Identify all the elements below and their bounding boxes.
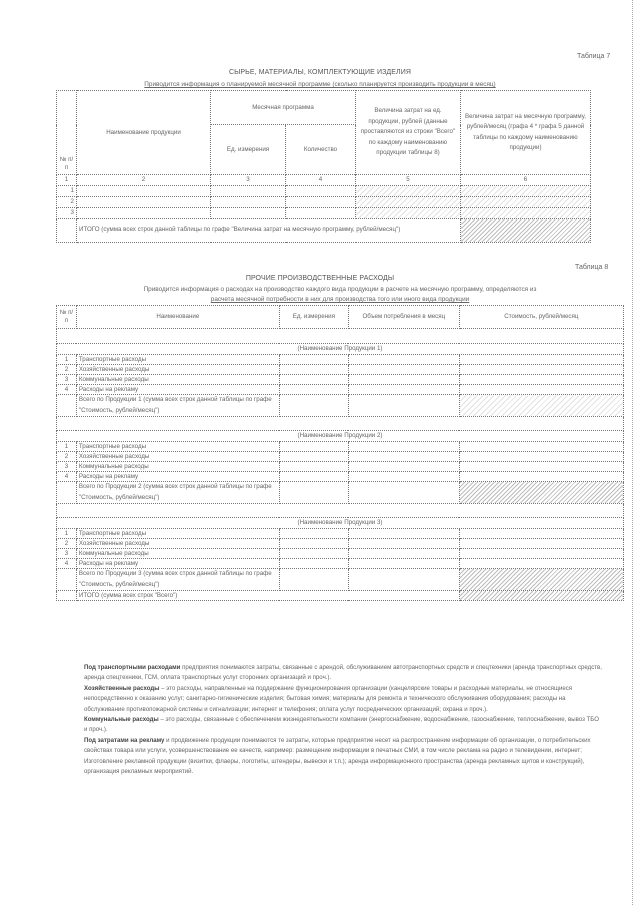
qty-cell[interactable] [286, 208, 356, 219]
table-row [57, 549, 624, 559]
product-name-cell[interactable] [77, 208, 211, 219]
group-title: (Наименование Продукции 1) [57, 344, 624, 355]
table-row [57, 365, 624, 375]
table7-colnum-6: 6 [461, 175, 591, 186]
unit-cell[interactable] [279, 365, 348, 375]
note-household [84, 684, 604, 715]
volume-cell[interactable] [348, 375, 459, 385]
table-row [57, 452, 624, 462]
note-transport [84, 663, 604, 684]
table7-title: СЫРЬЕ, МАТЕРИАЛЫ, КОМПЛЕКТУЮЩИЕ ИЗДЕЛИЯ [228, 69, 412, 76]
table-row [57, 442, 624, 452]
volume-cell[interactable] [348, 549, 459, 559]
cost-cell[interactable] [459, 462, 623, 472]
group-total-value [459, 395, 623, 417]
row-number: 3 [57, 208, 77, 219]
unit-cost-cell [356, 197, 461, 208]
unit-cell[interactable] [279, 355, 348, 365]
cost-cell[interactable] [459, 442, 623, 452]
table7-colnum-5: 5 [356, 175, 461, 186]
table7-colnum-2: 2 [77, 175, 211, 186]
note-advertising [84, 736, 604, 778]
cost-cell[interactable] [459, 529, 623, 539]
table7-header-num: № п/п [57, 91, 77, 175]
row-number: 2 [57, 452, 77, 462]
group-total-value [459, 569, 623, 591]
total-spacer [57, 591, 77, 601]
cost-cell[interactable] [459, 385, 623, 395]
table-row [57, 529, 624, 539]
volume-cell[interactable] [348, 452, 459, 462]
cost-cell[interactable] [459, 355, 623, 365]
expense-name: Хозяйственные расходы [76, 539, 279, 549]
unit-cell[interactable] [279, 442, 348, 452]
unit-cell[interactable] [279, 559, 348, 569]
group-spacer [57, 329, 624, 344]
expense-name: Транспортные расходы [76, 442, 279, 452]
total-spacer [57, 395, 77, 417]
table8-header-unit: Ед. измерения [279, 306, 348, 329]
group-total-label: Всего по Продукции 2 (сумма всех строк данной таблицы по графе "Стоимость, рублей/месяц") [76, 482, 279, 504]
table8-header-num: № п/п [57, 306, 77, 329]
volume-cell [348, 569, 459, 591]
expense-name: Расходы на рекламу [76, 559, 279, 569]
expense-name: Расходы на рекламу [76, 385, 279, 395]
group-total-value [459, 482, 623, 504]
total-spacer [57, 219, 77, 243]
expense-name: Коммунальные расходы [76, 462, 279, 472]
row-number: 3 [57, 549, 77, 559]
unit-cell[interactable] [279, 375, 348, 385]
group-title: (Наименование Продукции 2) [57, 431, 624, 442]
volume-cell[interactable] [348, 539, 459, 549]
row-number: 2 [57, 197, 77, 208]
table-row [57, 472, 624, 482]
table7-colnum-4: 4 [286, 175, 356, 186]
unit-cell[interactable] [211, 208, 286, 219]
unit-cell [279, 482, 348, 504]
row-number: 1 [57, 442, 77, 452]
cost-cell[interactable] [459, 375, 623, 385]
cost-cell[interactable] [459, 539, 623, 549]
volume-cell[interactable] [348, 462, 459, 472]
unit-cell[interactable] [279, 452, 348, 462]
product-name-cell[interactable] [77, 197, 211, 208]
row-number: 2 [57, 365, 77, 375]
unit-cost-cell [356, 208, 461, 219]
volume-cell[interactable] [348, 442, 459, 452]
row-number: 3 [57, 375, 77, 385]
row-number: 4 [57, 559, 77, 569]
note-utilities [84, 715, 604, 736]
group-title: (Наименование Продукции 3) [57, 518, 624, 529]
volume-cell[interactable] [348, 559, 459, 569]
expense-name: Коммунальные расходы [76, 375, 279, 385]
monthly-cost-cell [461, 186, 591, 197]
table7-colnum-1: 1 [57, 175, 77, 186]
total-spacer [57, 569, 77, 591]
volume-cell[interactable] [348, 365, 459, 375]
note-term: Хозяйственные расходы [84, 684, 160, 692]
table-row [57, 559, 624, 569]
volume-cell[interactable] [348, 385, 459, 395]
unit-cell[interactable] [279, 539, 348, 549]
definitions-notes [84, 663, 604, 777]
table-row [57, 197, 591, 208]
table-row [57, 208, 591, 219]
unit-cell[interactable] [279, 385, 348, 395]
row-number: 1 [57, 355, 77, 365]
expense-name: Расходы на рекламу [76, 472, 279, 482]
note-text: – это расходы, направленные на поддержание функционирования организации (канцелярские товары и расходные материалы, не относящиеся непосредственно к оказанию услуг; санитарно-гигиенические изделия; бытовая химия; материалы для ремонта и технического обслуживания оборудования; расходы на обслуживание противопожарной системы и сигнализации; интернет и телефония; оплата услуг посреднических организаций; охрана и проч.). [84, 684, 573, 713]
table7-header-program: Месячная программа [211, 91, 356, 125]
row-number: 1 [57, 186, 77, 197]
cost-cell[interactable] [459, 559, 623, 569]
unit-cell[interactable] [211, 186, 286, 197]
table8-header-cost: Стоимость, рублей/месяц [459, 306, 623, 329]
table8-header-name: Наименование [76, 306, 279, 329]
volume-cell[interactable] [348, 529, 459, 539]
table-row [57, 375, 624, 385]
cost-cell[interactable] [459, 365, 623, 375]
volume-cell[interactable] [348, 472, 459, 482]
group-spacer [57, 417, 624, 431]
unit-cost-cell [356, 186, 461, 197]
row-number: 4 [57, 385, 77, 395]
expense-name: Коммунальные расходы [76, 549, 279, 559]
unit-cell[interactable] [279, 529, 348, 539]
table7-subtitle: Приводится информация о планируемой месячной программе (сколько планируется производить продукции в месяц) [144, 81, 496, 88]
table-row [57, 355, 624, 365]
qty-cell[interactable] [286, 197, 356, 208]
table7-header-monthly-cost: Величина затрат на месячную программу, рублей/месяц (графа 4 * графа 5 данной таблицы по каждому наименованию продукции) [461, 91, 591, 175]
table8-title: ПРОЧИЕ ПРОИЗВОДСТВЕННЫЕ РАСХОДЫ [245, 275, 395, 282]
note-term: Коммунальные расходы [84, 716, 159, 724]
group-total-label: Всего по Продукции 1 (сумма всех строк данной таблицы по графе "Стоимость, рублей/месяц") [76, 395, 279, 417]
row-number: 1 [57, 529, 77, 539]
unit-cell[interactable] [211, 197, 286, 208]
table8-subtitle-line2: расчета месячной потребности в них для производства того или иного вида продукции [210, 296, 470, 303]
table7-header-name: Наименование продукции [77, 91, 211, 175]
total-spacer [57, 482, 77, 504]
group-total-label: Всего по Продукции 3 (сумма всех строк данной таблицы по графе "Стоимость, рублей/месяц") [76, 569, 279, 591]
table7-label: Таблица 7 [577, 53, 611, 60]
product-name-cell[interactable] [77, 186, 211, 197]
table7-total-label: ИТОГО (сумма всех строк данной таблицы по графе "Величина затрат на месячную программу, рублей/месяц") [77, 219, 461, 243]
unit-cell [279, 569, 348, 591]
table-row [57, 385, 624, 395]
cost-cell[interactable] [459, 549, 623, 559]
row-number: 2 [57, 539, 77, 549]
table-row [57, 539, 624, 549]
qty-cell[interactable] [286, 186, 356, 197]
note-text: и продвижение продукции понимаются те затраты, которые предприятие несет на распространение информации об организации, о потребительских свойствах товара или услуги, усовершенствование ее качеств, например: размещение информации в печатных СМИ, в том числе реклама на радио и телевидении, интернет; Изготовление рекламной продукции (визитки, флаеры, логотипы, штендеры, вывески и т.п.); аренда информационного пространства (аренда рекламных щитов и конструкций), организация рекламных мероприятий. [84, 736, 591, 776]
table7-header-unit: Ед. измерения [211, 125, 286, 175]
volume-cell [348, 395, 459, 417]
monthly-cost-cell [461, 197, 591, 208]
unit-cell[interactable] [279, 549, 348, 559]
volume-cell[interactable] [348, 355, 459, 365]
table-row [57, 186, 591, 197]
unit-cell[interactable] [279, 472, 348, 482]
table7-header-qty: Количество [286, 125, 356, 175]
grand-total-value [459, 591, 623, 601]
note-text: – это расходы, связанные с обеспечением жизнедеятельности компании (энергоснабжение, водоснабжение, газоснабжение, теплоснабжение, вывоз ТБО и проч.). [84, 716, 599, 734]
table7-total-value [461, 219, 591, 243]
table7 [56, 90, 591, 243]
table8-subtitle-line1: Приводится информация о расходах на производство каждого вида продукции в расчете на месячную программу, определяются из [143, 286, 537, 293]
table8-label: Таблица 8 [575, 264, 609, 271]
expense-name: Хозяйственные расходы [76, 452, 279, 462]
group-spacer [57, 504, 624, 518]
unit-cell [279, 395, 348, 417]
note-term: Под транспортными расходами [84, 664, 181, 671]
unit-cell[interactable] [279, 462, 348, 472]
row-number: 3 [57, 462, 77, 472]
expense-name: Хозяйственные расходы [76, 365, 279, 375]
cost-cell[interactable] [459, 452, 623, 462]
volume-cell [348, 482, 459, 504]
table7-header-unit-cost: Величина затрат на ед. продукции, рублей (данные проставляются из строки "Всего" по каждому наименованию продукции таблицы 8) [356, 91, 461, 175]
cost-cell[interactable] [459, 472, 623, 482]
table7-colnum-3: 3 [211, 175, 286, 186]
expense-name: Транспортные расходы [76, 355, 279, 365]
note-text: предприятия понимаются затраты, связанные с арендой, обслуживанием автотранспортных средств и спецтехники (аренда транспортных средств, аренда спецтехники, ГСМ, оплата транспортных услуг сторонних организаций и проч.). [84, 664, 602, 682]
row-number: 4 [57, 472, 77, 482]
note-term: Под затратами на рекламу [84, 736, 165, 744]
grand-total-label: ИТОГО (сумма всех строк "Всего") [76, 591, 459, 601]
scan-edge-line [632, 0, 633, 905]
table8-header-volume: Объем потребления в месяц [348, 306, 459, 329]
expense-name: Транспортные расходы [76, 529, 279, 539]
table-row [57, 462, 624, 472]
table8 [56, 305, 624, 601]
monthly-cost-cell [461, 208, 591, 219]
